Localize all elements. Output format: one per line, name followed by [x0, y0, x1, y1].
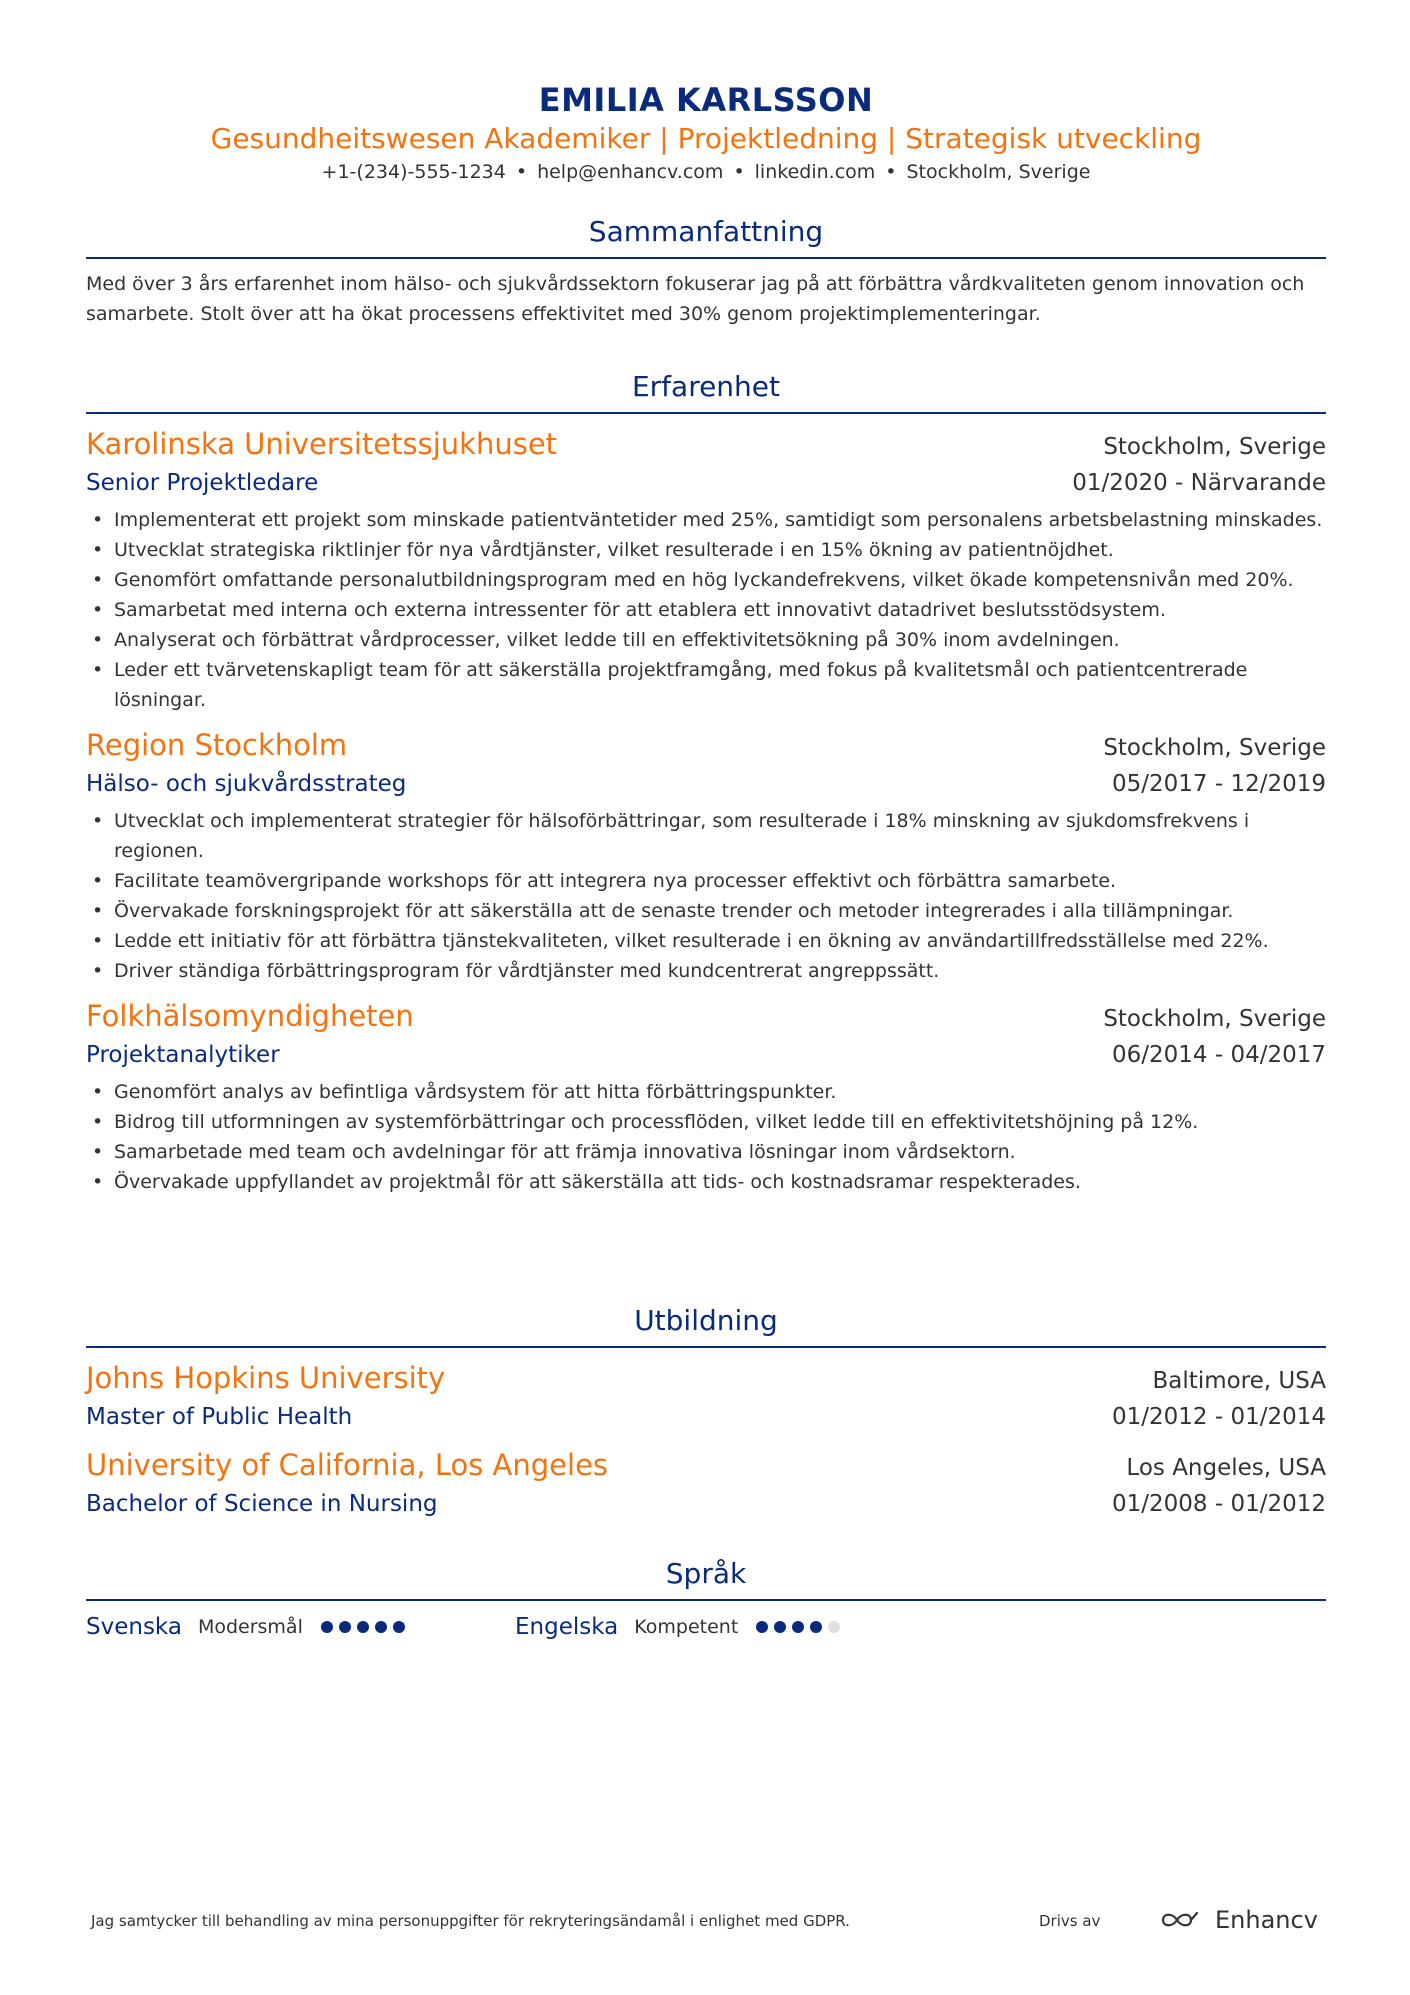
job-dates: 06/2014 - 04/2017 [1111, 1042, 1326, 1068]
education-entry [86, 1445, 1326, 1522]
rating-dot-filled [810, 1621, 822, 1633]
education-entry [86, 1358, 1326, 1435]
language-rating [321, 1621, 411, 1633]
experience-section [86, 368, 1326, 1197]
rating-dot-filled [321, 1621, 333, 1633]
section-divider [86, 1599, 1326, 1601]
achievement-item: • Leder ett tvärvetenskapligt team för att säkerställa projektframgång, med fokus på kvalitetsmål och patientcentrerade lösningar. [86, 655, 1326, 715]
language-item [86, 1611, 515, 1643]
separator-dot: • [733, 161, 745, 183]
company-name: Karolinska Universitetssjukhuset [86, 427, 558, 461]
brand-name: Enhancv [1215, 1906, 1318, 1934]
achievement-item: • Implementerat ett projekt som minskade patientväntetider med 25%, samtidigt som personalens arbetsbelastning minskades. [86, 505, 1326, 535]
achievement-list [86, 1077, 1326, 1197]
achievement-item: • Övervakade forskningsprojekt för att säkerställa att de senaste trender och metoder integrerades i alla tillämpningar. [86, 896, 1326, 926]
job-title: Projektanalytiker [86, 1042, 280, 1068]
achievement-item: • Driver ständiga förbättringsprogram för vårdtjänster med kundcentrerat angreppssätt. [86, 956, 1326, 986]
summary-section [86, 213, 1326, 329]
candidate-headline: Gesundheitswesen Akademiker | Projektledning | Strategisk utveckling [210, 122, 1202, 155]
footer [91, 1908, 1321, 1938]
section-divider [86, 1346, 1326, 1348]
rating-dot-filled [756, 1621, 768, 1633]
achievement-item: • Utvecklat strategiska riktlinjer för nya vårdtjänster, vilket resulterade i en 15% ökning av patientnöjdhet. [86, 535, 1326, 565]
rating-dot-filled [774, 1621, 786, 1633]
separator-dot: • [885, 161, 897, 183]
achievement-list [86, 806, 1326, 986]
contact-phone: +1-(234)-555-1234 [321, 161, 506, 183]
rating-dot-filled [357, 1621, 369, 1633]
school-location: Los Angeles, USA [1126, 1455, 1326, 1481]
summary-text: Med över 3 års erfarenhet inom hälso- och sjukvårdssektorn fokuserar jag på att förbättra vårdkvaliteten genom innovation och samarbete. Stolt över att ha ökat processens effektivitet med 30% genom projektimplementeringar. [86, 273, 1305, 325]
enhancv-logo-icon [1159, 1907, 1209, 1933]
section-title: Sammanfattning [588, 215, 824, 248]
education-section [86, 1302, 1326, 1522]
company-name: Folkhälsomyndigheten [86, 999, 414, 1033]
experience-entry [86, 725, 1326, 986]
job-title: Senior Projektledare [86, 470, 319, 496]
job-location: Stockholm, Sverige [1103, 434, 1326, 460]
achievement-item: • Analyserat och förbättrat vårdprocesser, vilket ledde till en effektivitetsökning på 30% inom avdelningen. [86, 625, 1326, 655]
rating-dot-filled [375, 1621, 387, 1633]
rating-dot-filled [393, 1621, 405, 1633]
achievement-item: • Genomfört analys av befintliga vårdsystem för att hitta förbättringspunkter. [86, 1077, 1326, 1107]
education-dates: 01/2008 - 01/2012 [1111, 1491, 1326, 1517]
job-location: Stockholm, Sverige [1103, 735, 1326, 761]
school-name: University of California, Los Angeles [86, 1448, 609, 1482]
rating-dot-filled [792, 1621, 804, 1633]
achievement-item: • Övervakade uppfyllandet av projektmål för att säkerställa att tids- och kostnadsramar respekterades. [86, 1167, 1326, 1197]
brand-link[interactable] [1159, 1906, 1318, 1934]
section-divider [86, 412, 1326, 414]
achievement-item: • Samarbetade med team och avdelningar för att främja innovativa lösningar inom vårdsektorn. [86, 1137, 1326, 1167]
section-title: Utbildning [634, 1304, 778, 1337]
achievement-item: • Utvecklat och implementerat strategier för hälsoförbättringar, som resulterade i 18% minskning av sjukdomsfrekvens i regionen. [86, 806, 1326, 866]
language-rating [756, 1621, 846, 1633]
achievement-item: • Ledde ett initiativ för att förbättra tjänstekvaliteten, vilket resulterade i en ökning av användartillfredsställelse med 22%. [86, 926, 1326, 956]
languages-section [86, 1555, 1326, 1643]
job-location: Stockholm, Sverige [1103, 1006, 1326, 1032]
section-title: Erfarenhet [631, 370, 781, 403]
achievement-item: • Genomfört omfattande personalutbildningsprogram med en hög lyckandefrekvens, vilket ökade kompetensnivån med 20%. [86, 565, 1326, 595]
degree-name: Master of Public Health [86, 1404, 353, 1430]
contact-linkedin[interactable]: linkedin.com [754, 161, 876, 183]
job-dates: 05/2017 - 12/2019 [1111, 771, 1326, 797]
separator-dot: • [515, 161, 528, 183]
school-location: Baltimore, USA [1152, 1368, 1326, 1394]
achievement-item: • Facilitate teamövergripande workshops för att integrera nya processer effektivt och förbättra samarbete. [86, 866, 1326, 896]
achievement-list [86, 505, 1326, 715]
school-name: Johns Hopkins University [86, 1361, 446, 1395]
section-title: Språk [665, 1557, 747, 1590]
experience-entry [86, 424, 1326, 715]
contact-email[interactable]: help@enhancv.com [537, 161, 724, 183]
rating-dot-filled [339, 1621, 351, 1633]
language-list [86, 1611, 1326, 1643]
gdpr-consent: Jag samtycker till behandling av mina personuppgifter för rekryteringsändamål i enlighet med GDPR. [91, 1912, 850, 1930]
job-dates: 01/2020 - Närvarande [1072, 470, 1326, 496]
rating-dot-empty [828, 1621, 840, 1633]
language-name: Svenska [86, 1614, 182, 1640]
resume-header [86, 80, 1326, 186]
company-name: Region Stockholm [86, 728, 348, 762]
language-level: Kompetent [634, 1616, 739, 1638]
education-dates: 01/2012 - 01/2014 [1111, 1404, 1326, 1430]
language-level: Modersmål [197, 1616, 303, 1638]
powered-by-label: Drivs av [1039, 1912, 1101, 1930]
contact-line [86, 158, 1326, 186]
achievement-item: • Bidrog till utformningen av systemförbättringar och processflöden, vilket ledde till en effektivitetshöjning på 12%. [86, 1107, 1326, 1137]
candidate-name: EMILIA KARLSSON [538, 81, 874, 119]
degree-name: Bachelor of Science in Nursing [86, 1491, 438, 1517]
language-name: Engelska [515, 1614, 619, 1640]
section-divider [86, 257, 1326, 259]
achievement-item: • Samarbetat med interna och externa intressenter för att etablera ett innovativt datadrivet beslutsstödsystem. [86, 595, 1326, 625]
contact-location: Stockholm, Sverige [906, 161, 1091, 183]
experience-entry [86, 996, 1326, 1197]
job-title: Hälso- och sjukvårdsstrateg [86, 771, 407, 797]
language-item [515, 1611, 846, 1643]
